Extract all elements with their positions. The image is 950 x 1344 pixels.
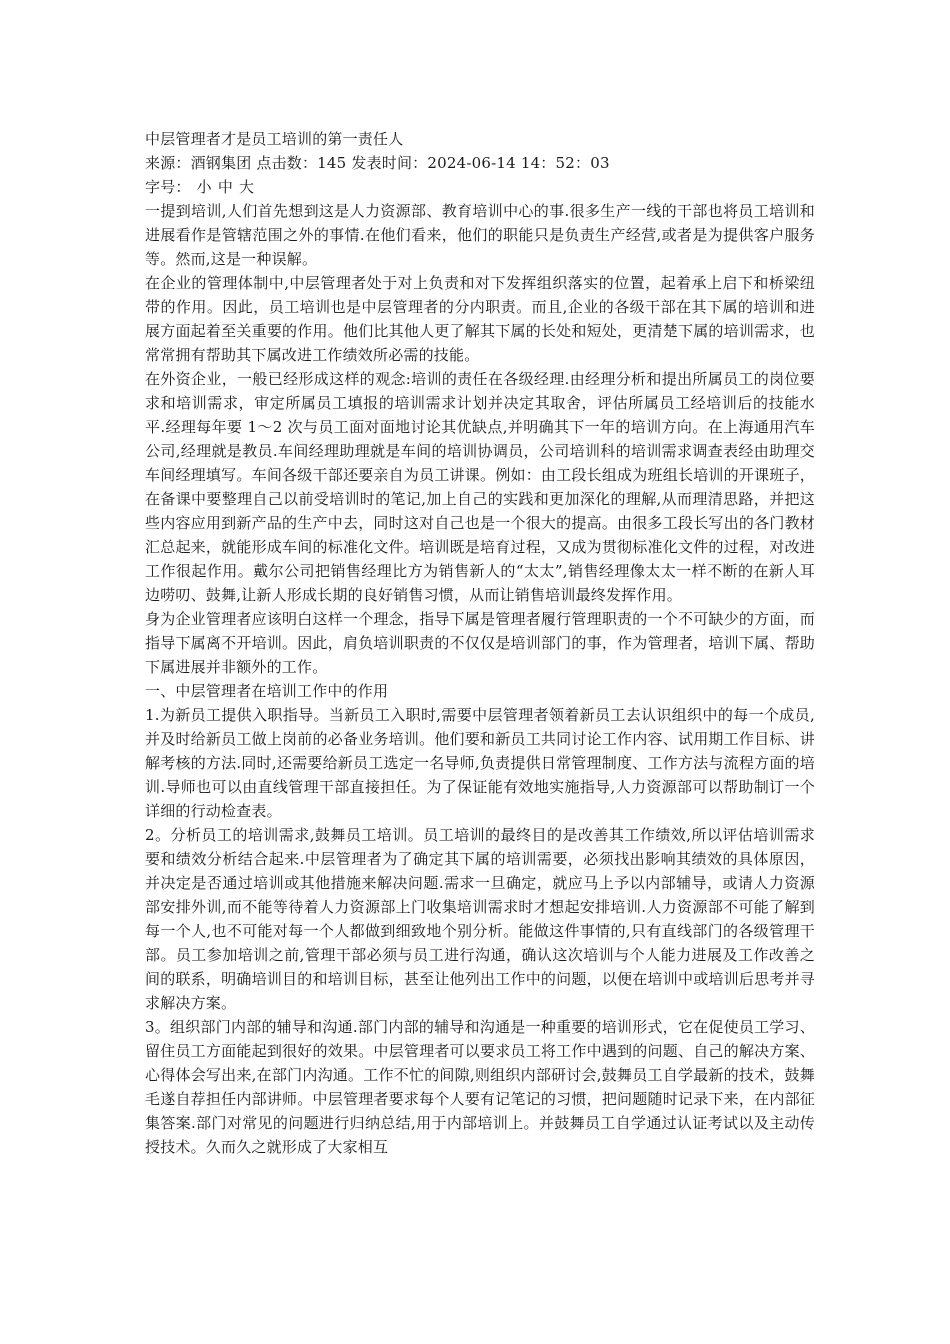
- paragraph-point-3: 3。组织部门内部的辅导和沟通.部门内部的辅导和沟通是一种重要的培训形式，它在促使员工学习、留住员工方面能起到很好的效果。中层管理者可以要求员工将工作中遇到的问题、自己的解决方案、心得体会写出来,在部门内沟通。工作不忙的间隙,则组织内部研讨会,鼓舞员工自学最新的技术，鼓舞毛遂自荐担任内部讲师。中层管理者要求每个人要有记笔记的习惯，把问题随时记录下来，在内部征集答案.部门对常见的问题进行归纳总结,用于内部培训上。并鼓舞员工自学通过认证考试以及主动传授技术。久而久之就形成了大家相互: [145, 1018, 815, 1156]
- font-size-selector: [145, 175, 815, 199]
- font-size-medium-link[interactable]: 中: [217, 178, 234, 196]
- section-heading-role: 一、中层管理者在培训工作中的作用: [145, 682, 389, 700]
- paragraph-foreign-enterprise: 在外资企业，一般已经形成这样的观念:培训的责任在各级经理.由经理分析和提出所属员工的岗位要求和培训需求，审定所属员工填报的培训需求计划并决定其取舍，评估所属员工经培训后的技能水平.经理每年要 1～2 次与员工面对面地讨论其优缺点,并明确其下一年的培训方向。在上海通用汽车公司,经理就是教员.车间经理助理就是车间的培训协调员，公司培训科的培训需求调查表经由助理交车间经理填写。车间各级干部还要亲自为员工讲课。例如：由工段长组成为班组长培训的开课班子，在备课中要整理自己以前受培训时的笔记,加上自己的实践和更加深化的理解,从而理清思路，并把这些内容应用到新产品的生产中去，同时这对自己也是一个很大的提高。由很多工段长写出的各门教材汇总起来，就能形成车间的标准化文件。培训既是培育过程，又成为贯彻标准化文件的过程，对改进工作很起作用。戴尔公司把销售经理比方为销售新人的“太太”,销售经理像太太一样不断的在新人耳边唠叨、鼓舞,让新人形成长期的良好销售习惯，从而让销售培训最终发挥作用。: [145, 370, 815, 604]
- paragraph-point-1: 1.为新员工提供入职指导。当新员工入职时,需要中层管理者领着新员工去认识组织中的每一个成员,并及时给新员工做上岗前的必备业务培训。他们要和新员工共同讨论工作内容、试用期工作目标、讲解考核的方法.同时,还需要给新员工选定一名导师,负责提供日常管理制度、工作方法与流程方面的培训.导师也可以由直线管理干部直接担任。为了保证能有效地实施指导,人力资源部可以帮助制订一个详细的行动检查表。: [145, 706, 815, 820]
- article-meta: 来源：酒钢集团 点击数：145 发表时间：2024-06-14 14：52：03: [145, 154, 610, 172]
- article-body: [145, 127, 815, 1159]
- paragraph-point-2: 2。分析员工的培训需求,鼓舞员工培训。员工培训的最终目的是改善其工作绩效,所以评估培训需求要和绩效分析结合起来.中层管理者为了确定其下属的培训需要，必须找出影响其绩效的具体原因，并决定是否通过培训或其他措施来解决问题.需求一旦确定，就应马上予以内部辅导，或请人力资源部安排外训,而不能等待着人力资源部上门收集培训需求时才想起安排培训.人力资源部不可能了解到每一个人,也不可能对每一个人都做到细致地个别分析。能做这件事情的,只有直线部门的各级管理干部。员工参加培训之前,管理干部必须与员工进行沟通，确认这次培训与个人能力进展及工作改善之间的联系，明确培训目的和培训目标，甚至让他列出工作中的问题，以便在培训中或培训后思考并寻求解决方案。: [145, 826, 815, 1012]
- font-size-label: 字号：: [145, 178, 191, 196]
- font-size-large-link[interactable]: 大: [239, 178, 255, 196]
- font-size-small-link[interactable]: 小: [196, 178, 212, 196]
- paragraph-manager-concept: 身为企业管理者应该明白这样一个理念，指导下属是管理者履行管理职责的一个不可缺少的方面，而指导下属离不开培训。因此，肩负培训职责的不仅仅是培训部门的事，作为管理者，培训下属、帮助下属进展并非额外的工作。: [145, 610, 815, 676]
- article-title: 中层管理者才是员工培训的第一责任人: [145, 130, 404, 148]
- paragraph-management-system: 在企业的管理体制中,中层管理者处于对上负责和对下发挥组织落实的位置，起着承上启下和桥梁纽带的作用。因此，员工培训也是中层管理者的分内职责。而且,企业的各级干部在其下属的培训和进展方面起着至关重要的作用。他们比其他人更了解其下属的长处和短处，更清楚下属的培训需求，也常常拥有帮助其下属改进工作绩效所必需的技能。: [145, 274, 815, 364]
- paragraph-intro: 一提到培训,人们首先想到这是人力资源部、教育培训中心的事.很多生产一线的干部也将员工培训和进展看作是管辖范围之外的事情.在他们看来，他们的职能只是负责生产经营,或者是为提供客户服务等。然而,这是一种误解。: [145, 202, 815, 268]
